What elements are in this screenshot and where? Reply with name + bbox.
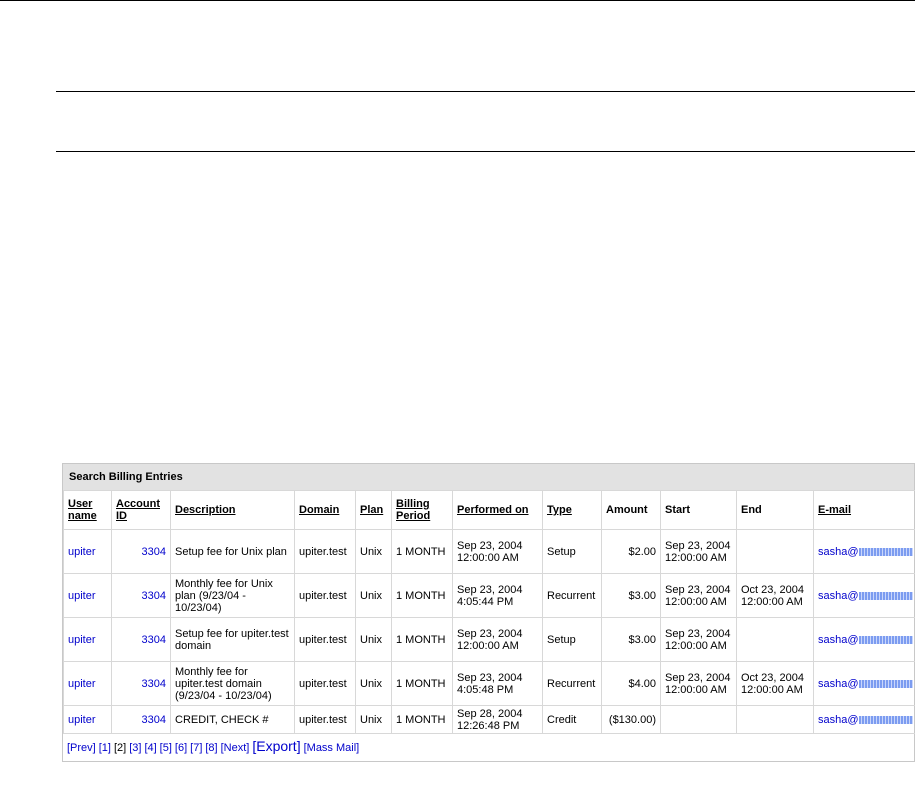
email-link[interactable] bbox=[818, 546, 913, 558]
plan-value: Unix bbox=[360, 713, 383, 726]
email-text: sasha@ bbox=[818, 633, 859, 646]
column-header-user[interactable]: User name bbox=[64, 491, 112, 530]
pagination bbox=[63, 734, 914, 761]
cell-amount bbox=[602, 706, 661, 734]
lower-divider bbox=[56, 151, 915, 152]
redacted-email-mask bbox=[859, 636, 913, 644]
start-value: Sep 23, 2004 12:00:00 AM bbox=[665, 583, 731, 608]
table-row bbox=[64, 706, 915, 734]
cell-description bbox=[171, 574, 295, 618]
cell-type bbox=[543, 618, 602, 662]
plan-value: Unix bbox=[360, 545, 383, 558]
type-value: Setup bbox=[547, 633, 576, 646]
start-value: Sep 23, 2004 12:00:00 AM bbox=[665, 539, 731, 564]
page-link-3[interactable]: [3] bbox=[129, 742, 142, 754]
cell-type bbox=[543, 530, 602, 574]
start-value: Sep 23, 2004 12:00:00 AM bbox=[665, 627, 731, 652]
user-name-link[interactable]: upiter bbox=[68, 545, 96, 558]
cell-email bbox=[814, 618, 915, 662]
redacted-email-mask bbox=[859, 716, 913, 724]
cell-account bbox=[112, 618, 171, 662]
cell-account bbox=[112, 662, 171, 706]
user-name-link[interactable]: upiter bbox=[68, 589, 96, 602]
cell-performed-on bbox=[453, 618, 543, 662]
end-value: Oct 23, 2004 12:00:00 AM bbox=[741, 671, 804, 696]
cell-description bbox=[171, 530, 295, 574]
cell-start bbox=[661, 530, 737, 574]
account-id-link[interactable]: 3304 bbox=[141, 589, 166, 602]
domain-value: upiter.test bbox=[299, 589, 347, 602]
cell-amount bbox=[602, 662, 661, 706]
next-page-link[interactable]: [Next] bbox=[220, 742, 250, 754]
export-link[interactable]: [Export] bbox=[252, 738, 301, 754]
cell-email bbox=[814, 530, 915, 574]
billing-table bbox=[63, 490, 915, 734]
cell-email bbox=[814, 574, 915, 618]
amount-value: $3.00 bbox=[628, 589, 656, 602]
performed-on-value: Sep 23, 2004 12:00:00 AM bbox=[457, 539, 523, 564]
cell-end bbox=[737, 706, 814, 734]
cell-end bbox=[737, 530, 814, 574]
cell-domain bbox=[295, 706, 356, 734]
email-text: sasha@ bbox=[818, 589, 859, 602]
type-value: Recurrent bbox=[547, 589, 596, 602]
amount-value: $2.00 bbox=[628, 545, 656, 558]
redacted-email-mask bbox=[859, 592, 913, 600]
billing-period-value: 1 MONTH bbox=[396, 713, 446, 726]
cell-user bbox=[64, 530, 112, 574]
cell-end bbox=[737, 618, 814, 662]
table-header-row bbox=[64, 491, 915, 530]
plan-value: Unix bbox=[360, 589, 383, 602]
description-value: Monthly fee for upiter.test domain (9/23/04 - 10/23/04) bbox=[175, 665, 272, 702]
cell-performed-on bbox=[453, 662, 543, 706]
domain-value: upiter.test bbox=[299, 677, 347, 690]
cell-performed-on bbox=[453, 574, 543, 618]
column-header-billing-period[interactable]: Billing Period bbox=[392, 491, 453, 530]
cell-plan bbox=[356, 706, 392, 734]
cell-domain bbox=[295, 662, 356, 706]
cell-user bbox=[64, 574, 112, 618]
type-value: Setup bbox=[547, 545, 576, 558]
description-value: CREDIT, CHECK # bbox=[175, 713, 269, 726]
domain-value: upiter.test bbox=[299, 713, 347, 726]
cell-start bbox=[661, 706, 737, 734]
account-id-link[interactable]: 3304 bbox=[141, 713, 166, 726]
prev-page-link[interactable]: [Prev] bbox=[67, 742, 96, 754]
cell-type bbox=[543, 706, 602, 734]
cell-email bbox=[814, 662, 915, 706]
type-value: Credit bbox=[547, 713, 577, 726]
cell-account bbox=[112, 574, 171, 618]
amount-value: ($130.00) bbox=[608, 713, 656, 726]
cell-start bbox=[661, 662, 737, 706]
column-header-amount: Amount bbox=[602, 491, 661, 530]
account-id-link[interactable]: 3304 bbox=[141, 545, 166, 558]
account-id-link[interactable]: 3304 bbox=[141, 633, 166, 646]
page-link-2: [2] bbox=[113, 742, 127, 754]
cell-amount bbox=[602, 574, 661, 618]
domain-value: upiter.test bbox=[299, 545, 347, 558]
cell-type bbox=[543, 662, 602, 706]
upper-divider bbox=[56, 91, 915, 92]
cell-start bbox=[661, 574, 737, 618]
cell-plan bbox=[356, 618, 392, 662]
email-text: sasha@ bbox=[818, 713, 859, 726]
user-name-link[interactable]: upiter bbox=[68, 677, 96, 690]
performed-on-value: Sep 23, 2004 4:05:48 PM bbox=[457, 671, 523, 696]
cell-description bbox=[171, 706, 295, 734]
performed-on-value: Sep 23, 2004 4:05:44 PM bbox=[457, 583, 523, 608]
account-id-link[interactable]: 3304 bbox=[141, 677, 166, 690]
cell-amount bbox=[602, 530, 661, 574]
performed-on-value: Sep 23, 2004 12:00:00 AM bbox=[457, 627, 523, 652]
table-row bbox=[64, 530, 915, 574]
amount-value: $3.00 bbox=[628, 633, 656, 646]
cell-end bbox=[737, 662, 814, 706]
cell-user bbox=[64, 662, 112, 706]
table-body bbox=[64, 530, 915, 734]
column-header-start: Start bbox=[661, 491, 737, 530]
redacted-email-mask bbox=[859, 548, 913, 556]
page-link-1[interactable]: [1] bbox=[98, 742, 111, 754]
table-row bbox=[64, 574, 915, 618]
cell-performed-on bbox=[453, 706, 543, 734]
cell-type bbox=[543, 574, 602, 618]
cell-plan bbox=[356, 662, 392, 706]
cell-plan bbox=[356, 530, 392, 574]
cell-domain bbox=[295, 574, 356, 618]
email-link[interactable] bbox=[818, 634, 913, 646]
type-value: Recurrent bbox=[547, 677, 596, 690]
cell-start bbox=[661, 618, 737, 662]
page-link-8[interactable]: [8] bbox=[205, 742, 218, 754]
cell-user bbox=[64, 618, 112, 662]
cell-account bbox=[112, 530, 171, 574]
email-link[interactable] bbox=[818, 590, 913, 602]
table-row bbox=[64, 662, 915, 706]
plan-value: Unix bbox=[360, 677, 383, 690]
column-header-email[interactable]: E-mail bbox=[814, 491, 915, 530]
cell-end bbox=[737, 574, 814, 618]
column-header-performed-on[interactable]: Performed on bbox=[453, 491, 543, 530]
billing-period-value: 1 MONTH bbox=[396, 589, 446, 602]
mass-mail-link[interactable]: [Mass Mail] bbox=[303, 742, 360, 754]
page-link-4[interactable]: [4] bbox=[144, 742, 157, 754]
cell-description bbox=[171, 662, 295, 706]
cell-billing-period bbox=[392, 530, 453, 574]
description-value: Setup fee for upiter.test domain bbox=[175, 627, 289, 652]
plan-value: Unix bbox=[360, 633, 383, 646]
top-divider bbox=[0, 0, 915, 1]
cell-domain bbox=[295, 618, 356, 662]
column-header-account[interactable]: Account ID bbox=[112, 491, 171, 530]
page-link-5[interactable]: [5] bbox=[159, 742, 172, 754]
cell-billing-period bbox=[392, 618, 453, 662]
column-header-type[interactable]: Type bbox=[543, 491, 602, 530]
cell-user bbox=[64, 706, 112, 734]
start-value: Sep 23, 2004 12:00:00 AM bbox=[665, 671, 731, 696]
cell-amount bbox=[602, 618, 661, 662]
user-name-link[interactable]: upiter bbox=[68, 633, 96, 646]
page-link-7[interactable]: [7] bbox=[190, 742, 203, 754]
email-link[interactable] bbox=[818, 714, 913, 726]
description-value: Setup fee for Unix plan bbox=[175, 545, 287, 558]
table-row bbox=[64, 618, 915, 662]
panel-title: Search Billing Entries bbox=[63, 464, 914, 490]
end-value: Oct 23, 2004 12:00:00 AM bbox=[741, 583, 804, 608]
cell-description bbox=[171, 618, 295, 662]
cell-account bbox=[112, 706, 171, 734]
description-value: Monthly fee for Unix plan (9/23/04 - 10/23/04) bbox=[175, 577, 273, 614]
user-name-link[interactable]: upiter bbox=[68, 713, 96, 726]
cell-billing-period bbox=[392, 662, 453, 706]
column-header-plan[interactable]: Plan bbox=[356, 491, 392, 530]
amount-value: $4.00 bbox=[628, 677, 656, 690]
domain-value: upiter.test bbox=[299, 633, 347, 646]
column-header-domain[interactable]: Domain bbox=[295, 491, 356, 530]
email-text: sasha@ bbox=[818, 677, 859, 690]
cell-domain bbox=[295, 530, 356, 574]
cell-performed-on bbox=[453, 530, 543, 574]
performed-on-value: Sep 28, 2004 12:26:48 PM bbox=[457, 707, 523, 732]
billing-period-value: 1 MONTH bbox=[396, 545, 446, 558]
billing-period-value: 1 MONTH bbox=[396, 677, 446, 690]
cell-billing-period bbox=[392, 574, 453, 618]
billing-entries-panel bbox=[62, 463, 915, 762]
cell-billing-period bbox=[392, 706, 453, 734]
column-header-description[interactable]: Description bbox=[171, 491, 295, 530]
email-text: sasha@ bbox=[818, 545, 859, 558]
cell-email bbox=[814, 706, 915, 734]
billing-period-value: 1 MONTH bbox=[396, 633, 446, 646]
column-header-end: End bbox=[737, 491, 814, 530]
email-link[interactable] bbox=[818, 678, 913, 690]
page-link-6[interactable]: [6] bbox=[174, 742, 188, 754]
cell-plan bbox=[356, 574, 392, 618]
redacted-email-mask bbox=[859, 680, 913, 688]
